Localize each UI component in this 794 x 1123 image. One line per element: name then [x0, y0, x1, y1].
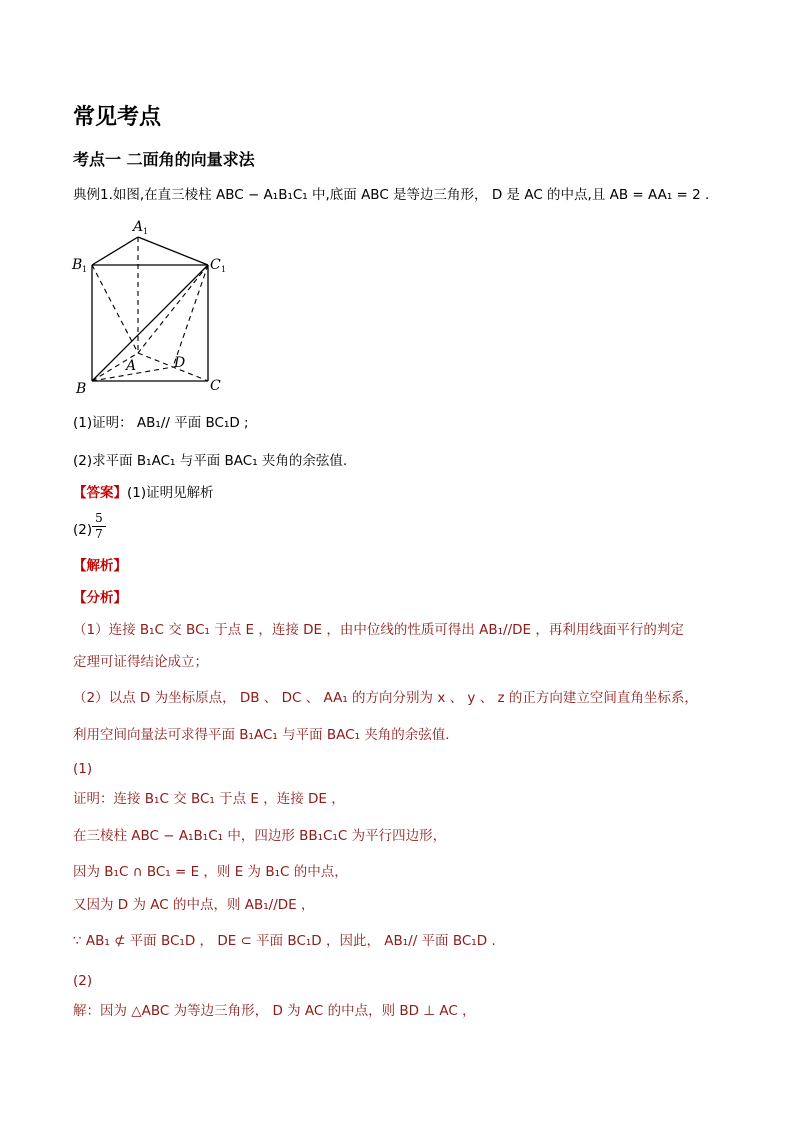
answer-part1: (1)证明见解析	[127, 485, 214, 501]
edge-b1a	[92, 265, 138, 353]
answer-fraction	[92, 511, 106, 542]
label-b1-sub: 1	[82, 265, 88, 274]
question-2: (2)求平面 B₁AC₁ 与平面 BAC₁ 夹角的余弦值.	[73, 453, 348, 469]
fraction-denominator: 7	[95, 527, 103, 541]
label-a1: A	[133, 219, 144, 235]
problem-statement: 典例1.如图,在直三棱柱 ABC − A₁B₁C₁ 中,底面 ABC 是等边三角形， D 是 AC 的中点,且 AB = AA₁ = 2 .	[73, 187, 710, 203]
section-heading: 常见考点	[73, 105, 162, 130]
question-1: (1)证明： AB₁// 平面 BC₁D ;	[73, 415, 249, 431]
fraction-numerator: 5	[92, 511, 106, 527]
answer-line	[73, 484, 214, 502]
solution-step-4: 又因为 D 为 AC 的中点，则 AB₁//DE ，	[73, 897, 315, 913]
label-a: A	[126, 358, 137, 374]
edge-bc1	[92, 265, 208, 381]
label-c: C	[210, 378, 221, 394]
fenxi-p1-line2: 定理可证得结论成立；	[73, 654, 208, 670]
answer-part2-prefix: (2)	[73, 522, 93, 538]
label-c1: C	[210, 257, 221, 273]
prism-diagram	[70, 213, 240, 398]
label-d: D	[174, 355, 186, 371]
edge-c1a	[138, 265, 208, 353]
label-a1-sub: 1	[143, 227, 149, 236]
solution-step-1: 证明：连接 B₁C 交 BC₁ 于点 E ，连接 DE ，	[73, 791, 345, 807]
solution-step-6: 解：因为 △ABC 为等边三角形， D 为 AC 的中点，则 BD ⊥ AC ，	[73, 1003, 476, 1019]
solution-step-5: ∵ AB₁ ⊄ 平面 BC₁D ， DE ⊂ 平面 BC₁D ，因此， AB₁// 平面 BC₁D .	[73, 933, 496, 949]
analysis-tag: 【解析】	[73, 558, 127, 574]
label-b1: B	[72, 257, 83, 273]
fenxi-p2-line1: （2）以点 D 为坐标原点， DB 、 DC 、 AA₁ 的方向分别为 x 、 y 、 z 的正方向建立空间直角坐标系，	[73, 690, 698, 706]
solution-step-2: 在三棱柱 ABC − A₁B₁C₁ 中，四边形 BB₁C₁C 为平行四边形，	[73, 828, 447, 844]
subsection-heading: 考点一 二面角的向量求法	[73, 150, 255, 169]
solution-step-3: 因为 B₁C ∩ BC₁ = E ，则 E 为 B₁C 的中点，	[73, 864, 348, 880]
fenxi-tag: 【分析】	[73, 590, 127, 606]
fenxi-p2-line2: 利用空间向量法可求得平面 B₁AC₁ 与平面 BAC₁ 夹角的余弦值.	[73, 727, 450, 743]
edge-a1c1	[138, 237, 208, 265]
prism-figure	[70, 213, 240, 398]
solution-part1-label: (1)	[73, 761, 93, 777]
fenxi-p1-line1: （1）连接 B₁C 交 BC₁ 于点 E ，连接 DE ，由中位线的性质可得出 AB₁//DE ，再利用线面平行的判定	[73, 622, 684, 638]
edge-b1a1	[92, 237, 138, 265]
solution-part2-label: (2)	[73, 973, 93, 989]
label-b: B	[76, 381, 87, 397]
answer-tag: 【答案】	[73, 485, 127, 501]
label-c1-sub: 1	[221, 265, 227, 274]
edge-c1d	[173, 265, 208, 367]
